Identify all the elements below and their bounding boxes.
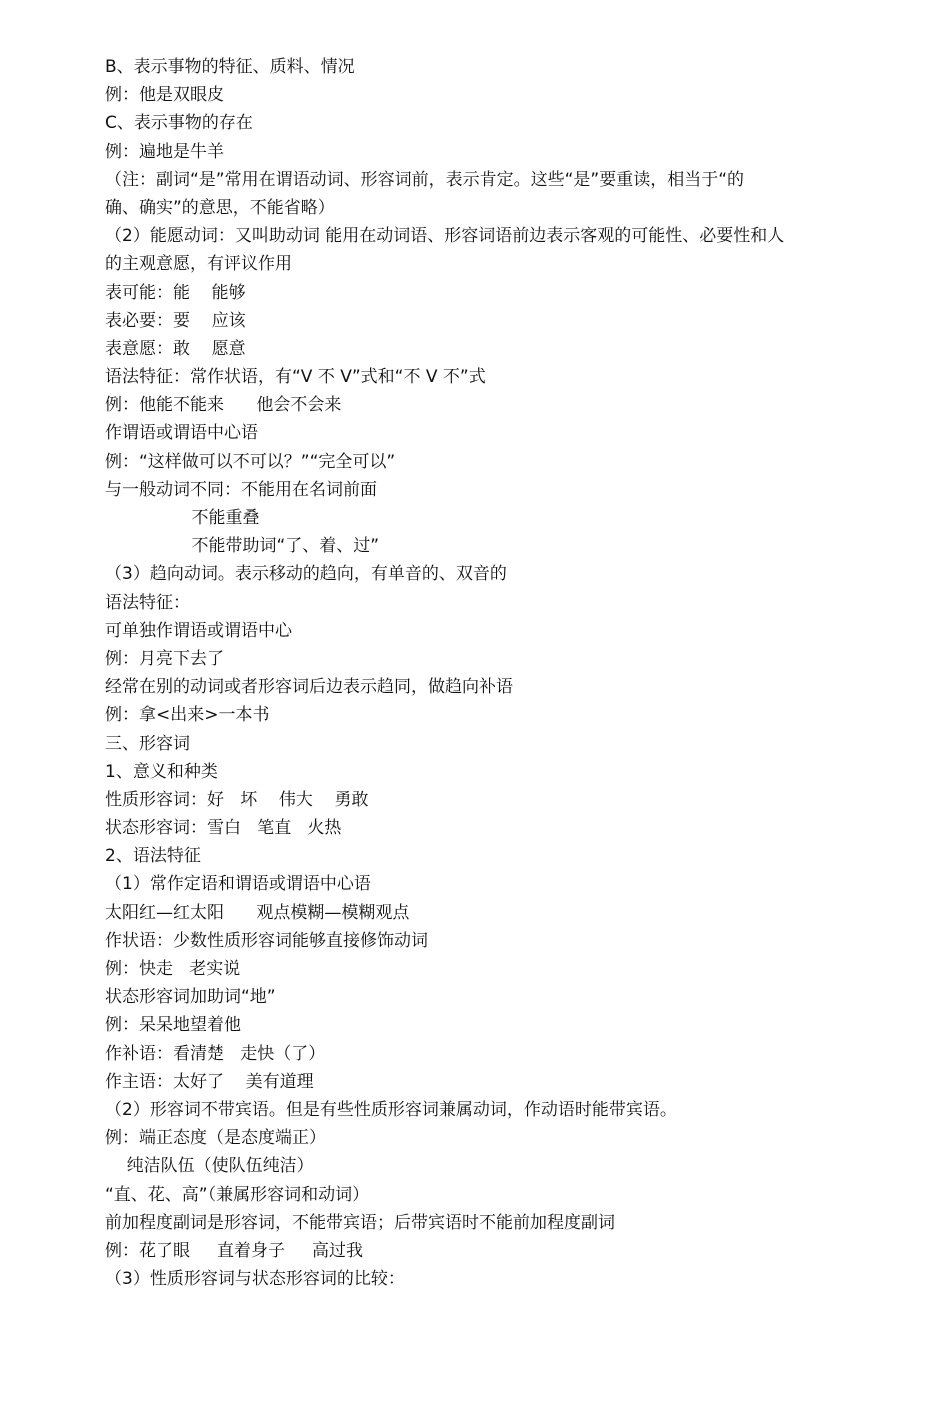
text-line: 表意愿：敢 愿意 [105, 338, 246, 359]
text-line: 确、确实”的意思，不能省略） [105, 197, 335, 218]
text-line: 2、语法特征 [105, 846, 201, 867]
text-line: 状态形容词：雪白 笔直 火热 [105, 818, 342, 839]
text-line: （注：副词“是”常用在谓语动词、形容词前，表示肯定。这些“是”要重读，相当于“的 [105, 169, 745, 190]
text-line: （2）能愿动词：又叫助动词 能用在动词语、形容词语前边表示客观的可能性、必要性和人 [105, 226, 785, 247]
text-line: 例：他是双眼皮 [105, 85, 224, 106]
text-line: 不能带助词“了、着、过” [105, 536, 380, 557]
text-line: 例：花了眼 直着身子 高过我 [105, 1240, 364, 1261]
text-line: 例：快走 老实说 [105, 959, 241, 979]
text-line: （2）形容词不带宾语。但是有些性质形容词兼属动词，作动语时能带宾语。 [105, 1099, 677, 1120]
text-line: 作谓语或谓语中心语 [105, 423, 258, 444]
text-line: 状态形容词加助词“地” [105, 987, 276, 1008]
text-line: 语法特征： [105, 592, 190, 613]
text-line: （3）性质形容词与状态形容词的比较： [105, 1269, 405, 1290]
text-line: 与一般动词不同：不能用在名词前面 [105, 479, 377, 500]
text-line: 1、意义和种类 [105, 761, 218, 782]
text-line: 语法特征：常作状语，有“V 不 V”式和“不 V 不”式 [105, 367, 486, 388]
text-line: 不能重叠 [105, 508, 260, 528]
text-line: 例：呆呆地望着他 [105, 1015, 241, 1036]
text-line: 例：拿<出来>一本书 [105, 705, 270, 726]
text-line: “直、花、高”（兼属形容词和动词） [105, 1184, 370, 1205]
text-line: 例：端正态度（是态度端正） [105, 1128, 326, 1149]
text-line: 例：“这样做可以不可以？”“完全可以” [105, 451, 396, 472]
text-line: 经常在别的动词或者形容词后边表示趋同，做趋向补语 [105, 677, 513, 698]
text-line: （1）常作定语和谓语或谓语中心语 [105, 874, 371, 895]
text-line: 前加程度副词是形容词，不能带宾语；后带宾语时不能前加程度副词 [105, 1212, 615, 1233]
text-line: 表可能：能 能够 [105, 282, 246, 303]
text-line: （3）趋向动词。表示移动的趋向，有单音的、双音的 [105, 564, 507, 585]
text-line: 性质形容词：好 坏 伟大 勇敢 [105, 789, 369, 810]
text-line: 例：他能不能来 他会不会来 [105, 395, 342, 416]
text-line: 可单独作谓语或谓语中心 [105, 620, 292, 641]
text-line: 太阳红—红太阳 观点模糊—模糊观点 [105, 902, 410, 923]
text-line: 作主语：太好了 美有道理 [105, 1071, 314, 1092]
text-line: 表必要：要 应该 [105, 310, 246, 331]
text-line: B、表示事物的特征、质料、情况 [105, 57, 355, 77]
text-line: 纯洁队伍（使队伍纯洁） [105, 1156, 314, 1177]
text-line: 作状语：少数性质形容词能够直接修饰动词 [105, 930, 428, 951]
text-line: C、表示事物的存在 [105, 113, 253, 134]
text-line: 例：月亮下去了 [105, 648, 224, 669]
text-line: 例：遍地是牛羊 [105, 141, 224, 162]
text-line: 作补语：看清楚 走快（了） [105, 1043, 326, 1064]
text-line: 的主观意愿，有评议作用 [105, 254, 292, 275]
text-line: 三、形容词 [105, 733, 190, 754]
document-text [105, 53, 895, 1293]
